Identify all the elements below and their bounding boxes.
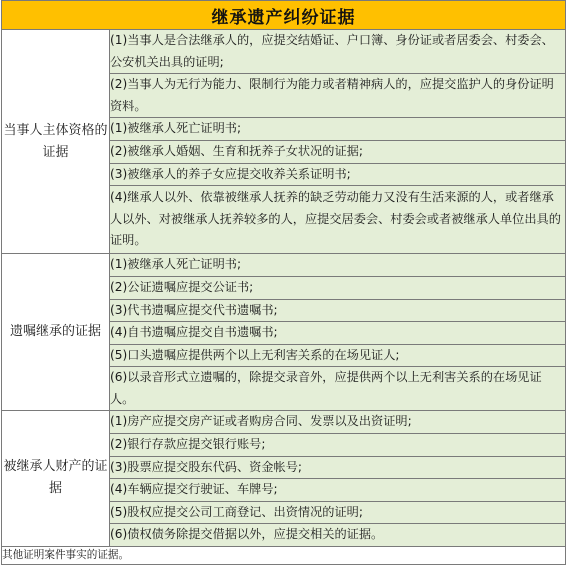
list-item: (4)车辆应提交行驶证、车牌号; [110, 479, 566, 502]
table-row [2, 30, 566, 74]
list-item: (6)债权债务除提交借据以外，应提交相关的证据。 [110, 524, 566, 547]
evidence-table [1, 0, 566, 565]
list-item: (2)银行存款应提交银行账号; [110, 434, 566, 457]
list-item: (3)被继承人的养子女应提交收养关系证明书; [110, 163, 566, 186]
footer-row [2, 546, 566, 564]
list-item: (1)被继承人死亡证明书; [110, 118, 566, 141]
list-item: (1)房产应提交房产证或者购房合同、发票以及出资证明; [110, 411, 566, 434]
page-title: 继承遗产纠纷证据 [2, 1, 566, 30]
footer-note: 其他证明案件事实的证据。 [2, 546, 566, 564]
title-row [2, 1, 566, 30]
list-item: (3)股票应提交股东代码、资金帐号; [110, 456, 566, 479]
list-item: (2)当事人为无行为能力、限制行为能力或者精神病人的，应提交监护人的身份证明资料。 [110, 74, 566, 118]
list-item: (5)口头遗嘱应提供两个以上无利害关系的在场见证人; [110, 344, 566, 367]
list-item: (1)被继承人死亡证明书; [110, 254, 566, 277]
list-item: (2)公证遗嘱应提交公证书; [110, 277, 566, 300]
list-item: (3)代书遗嘱应提交代书遗嘱书; [110, 299, 566, 322]
category-cell: 当事人主体资格的证据 [2, 30, 110, 254]
table-row [2, 411, 566, 434]
table-row [2, 254, 566, 277]
category-cell: 遗嘱继承的证据 [2, 254, 110, 411]
list-item: (1)当事人是合法继承人的，应提交结婚证、户口簿、身份证或者居委会、村委会、公安机关出具的证明; [110, 30, 566, 74]
list-item: (2)被继承人婚姻、生育和抚养子女状况的证据; [110, 141, 566, 164]
list-item: (5)股权应提交公司工商登记、出资情况的证明; [110, 501, 566, 524]
list-item: (4)自书遗嘱应提交自书遗嘱书; [110, 322, 566, 345]
category-cell: 被继承人财产的证据 [2, 411, 110, 547]
list-item: (4)继承人以外、依靠被继承人抚养的缺乏劳动能力又没有生活来源的人，或者继承人以外、对被继承人抚养较多的人，应提交居委会、村委会或者被继承人单位出具的证明。 [110, 186, 566, 254]
list-item: (6)以录音形式立遗嘱的，除提交录音外，应提供两个以上无利害关系的在场见证人。 [110, 367, 566, 411]
